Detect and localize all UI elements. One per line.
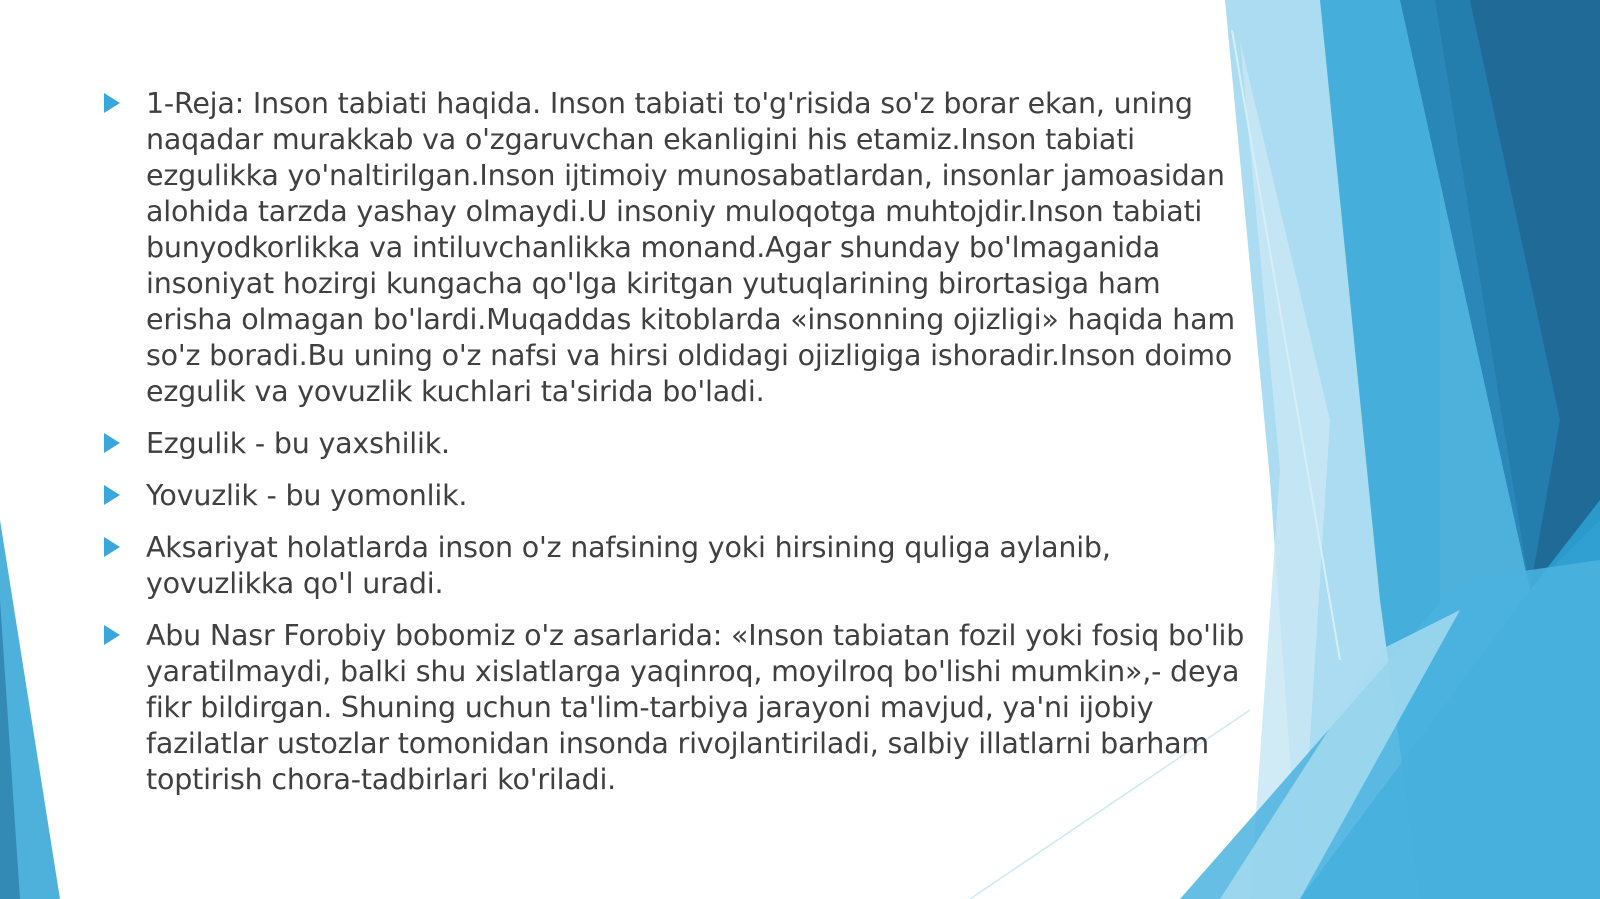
bullet-item-4 <box>100 530 1250 602</box>
triangle-bullet-icon <box>104 537 120 557</box>
bullet-item-2 <box>100 426 1250 462</box>
triangle-bullet-icon <box>104 485 120 505</box>
bullet-text: Yovuzlik - bu yomonlik. <box>146 479 468 512</box>
bullet-text: Abu Nasr Forobiy bobomiz o'z asarlarida: «Inson tabiatan fozil yoki fosiq bo'lib yaratilmaydi, balki shu xislatlarga yaqinroq, moyilroq bo'lishi mumkin»,- deya fikr bildirgan. Shuning uchun ta'lim-tarbiya jarayoni mavjud, ya'ni ijobiy fazilatlar ustozlar tomonidan insonda rivojlantiriladi, salbiy illatlarni barham toptirish chora-tadbirlari ko'riladi. <box>146 619 1245 796</box>
bullet-text: Ezgulik - bu yaxshilik. <box>146 427 450 460</box>
bullet-text: Aksariyat holatlarda inson o'z nafsining yoki hirsining quliga aylanib, yovuzlikka qo'l uradi. <box>146 531 1111 600</box>
bullet-list <box>100 86 1250 798</box>
triangle-bullet-icon <box>104 625 120 645</box>
bullet-item-3 <box>100 478 1250 514</box>
slide-content <box>100 86 1250 814</box>
triangle-bullet-icon <box>104 433 120 453</box>
bullet-item-1 <box>100 86 1250 410</box>
bullet-item-5 <box>100 618 1250 798</box>
bullet-text: 1-Reja: Inson tabiati haqida. Inson tabiati to'g'risida so'z borar ekan, uning naqadar murakkab va o'zgaruvchan ekanligini his etamiz.Inson tabiati ezgulikka yo'naltirilgan.Inson ijtimoiy munosabatlardan, insonlar jamoasidan alohida tarzda yashay olmaydi.U insoniy muloqotga muhtojdir.Inson tabiati bunyodkorlikka va intiluvchanlikka monand.Agar shunday bo'lmaganida insoniyat hozirgi kungacha qo'lga kiritgan yutuqlarining birortasiga ham erisha olmagan bo'lardi.Muqaddas kitoblarda «insonning ojizligi» haqida ham so'z boradi.Bu uning o'z nafsi va hirsi oldidagi ojizligiga ishoradir.Inson doimo ezgulik va yovuzlik kuchlari ta'sirida bo'ladi. <box>146 87 1235 408</box>
triangle-bullet-icon <box>104 93 120 113</box>
